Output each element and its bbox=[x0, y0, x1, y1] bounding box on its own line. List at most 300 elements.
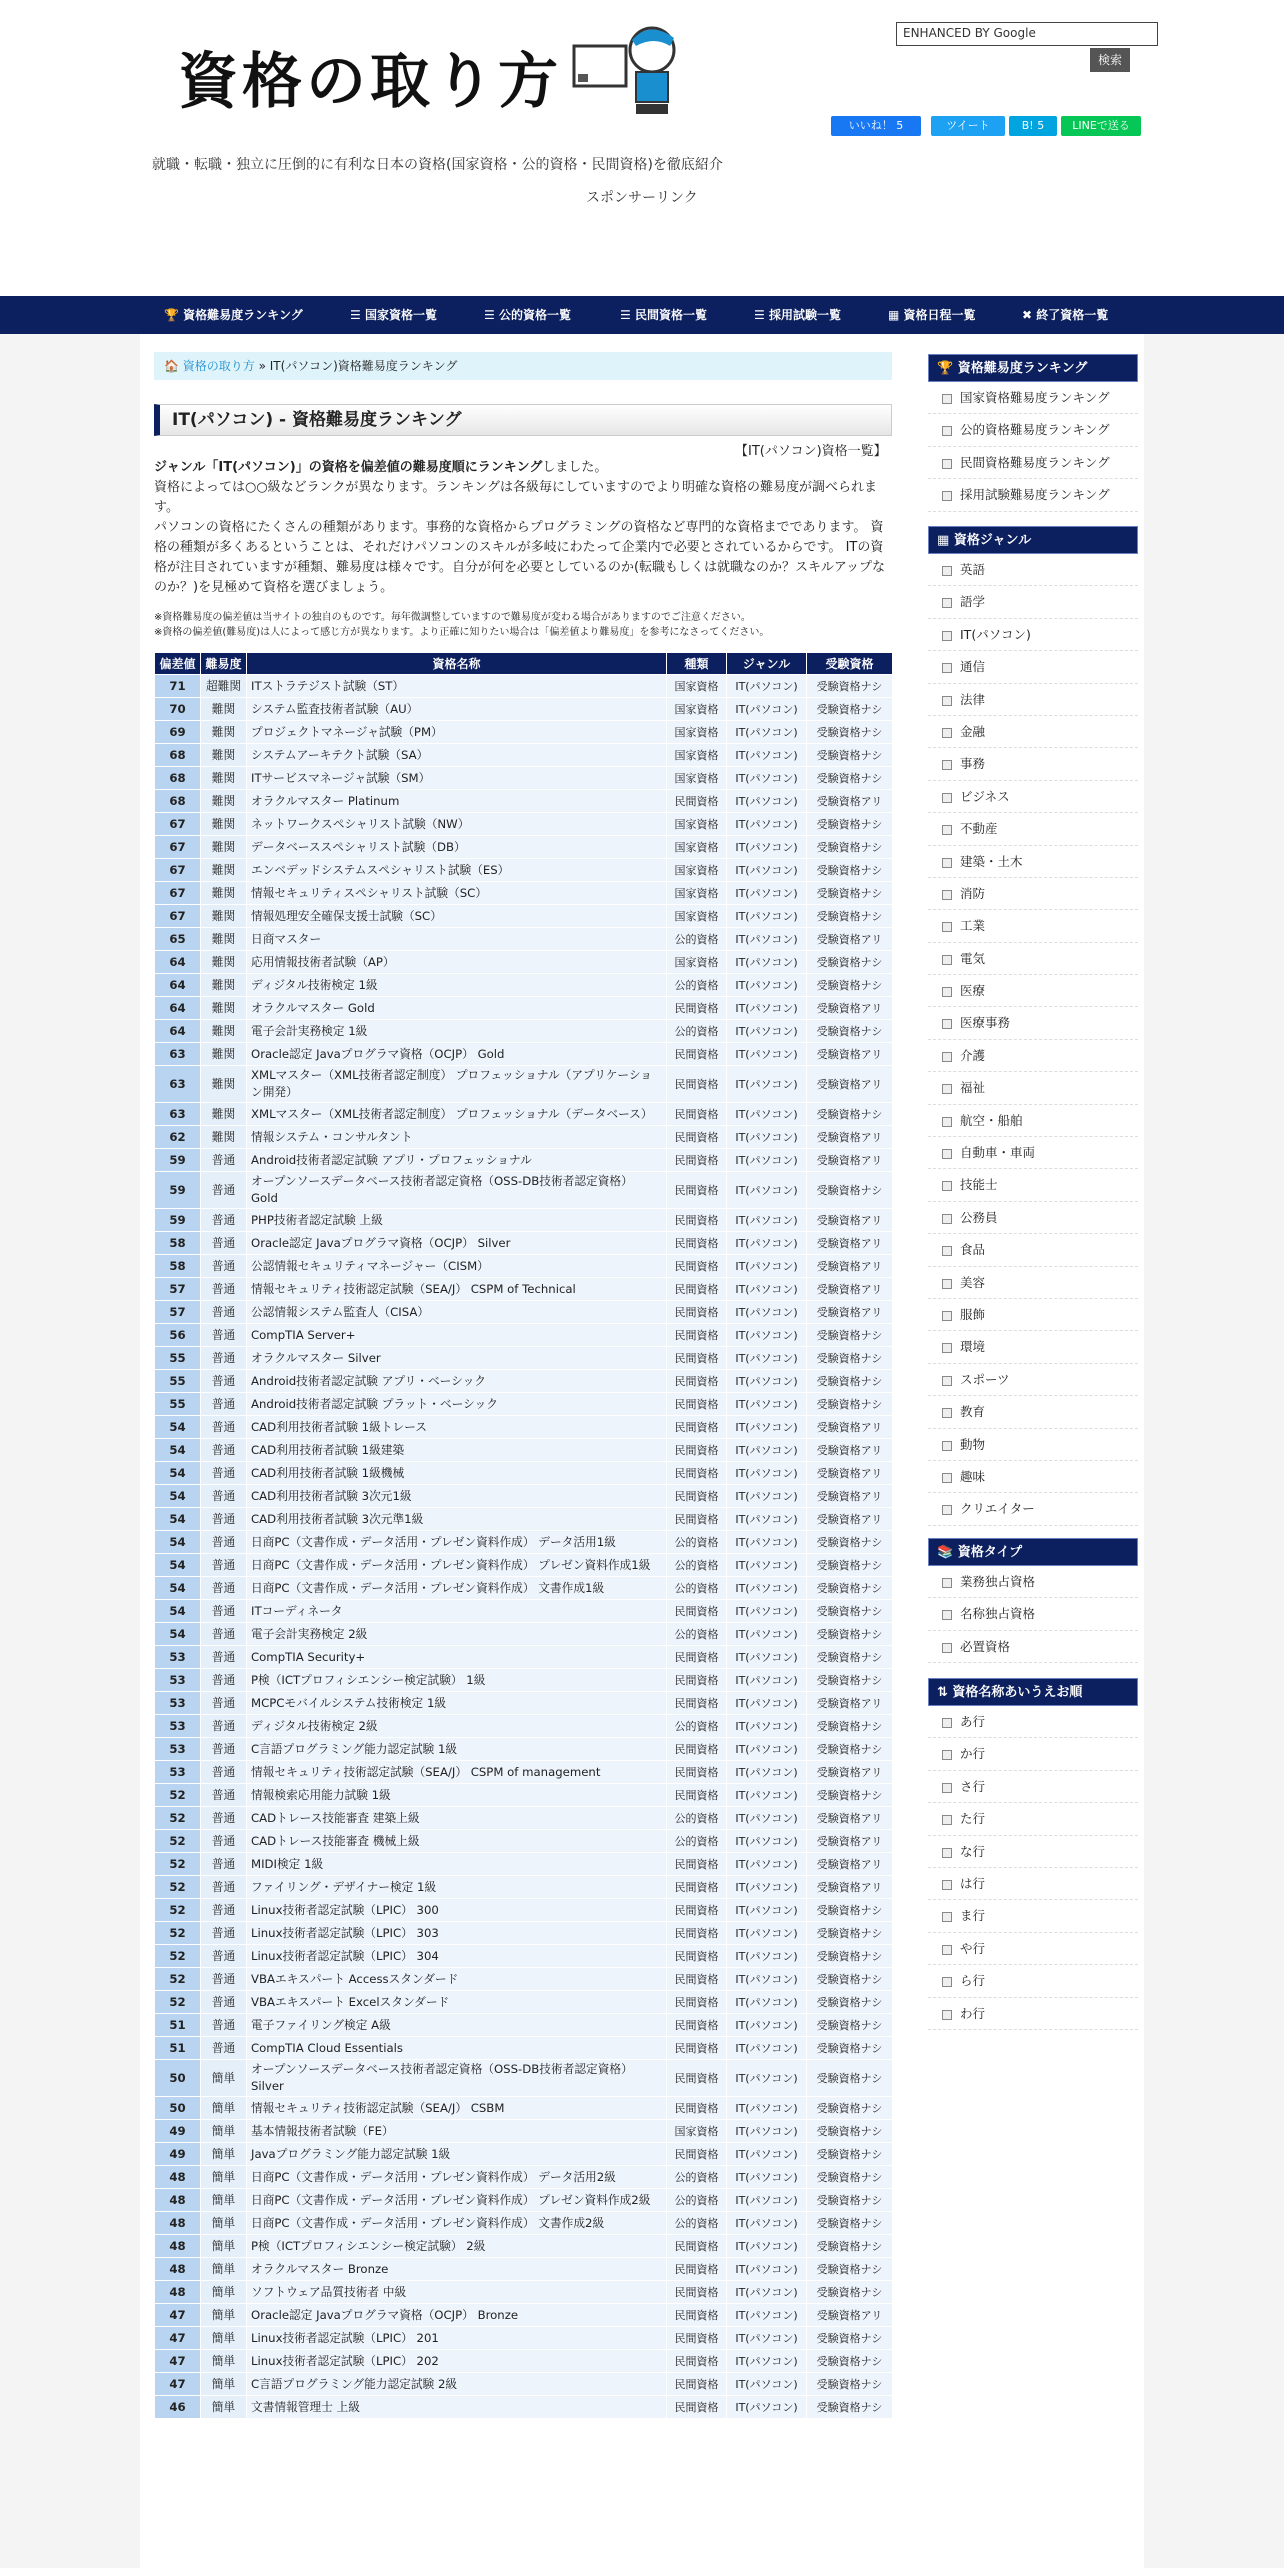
level-cell: 簡単 bbox=[201, 2166, 247, 2189]
sidebar-link[interactable]: た行 bbox=[928, 1803, 1138, 1835]
sidebar-heading-genre: ▦ 資格ジャンル bbox=[928, 526, 1138, 554]
score-cell: 52 bbox=[155, 1784, 201, 1807]
nav-item-private[interactable]: ☰ 民間資格一覧 bbox=[620, 308, 707, 322]
table-row bbox=[155, 790, 893, 813]
sidebar-kana bbox=[928, 1678, 1138, 2030]
score-cell: 67 bbox=[155, 813, 201, 836]
score-cell: 52 bbox=[155, 1945, 201, 1968]
genre-cell: IT(パソコン) bbox=[727, 1945, 807, 1968]
sidebar-link[interactable]: わ行 bbox=[928, 1998, 1138, 2030]
name-cell[interactable]: ディジタル技術検定 1級 bbox=[247, 974, 667, 997]
sidebar-link[interactable]: 金融 bbox=[928, 716, 1138, 748]
level-cell: 普通 bbox=[201, 1439, 247, 1462]
sidebar-type bbox=[928, 1538, 1138, 1663]
level-cell: 普通 bbox=[201, 1830, 247, 1853]
genre-cell: IT(パソコン) bbox=[727, 1020, 807, 1043]
genre-cell: IT(パソコン) bbox=[727, 1149, 807, 1172]
level-cell: 普通 bbox=[201, 1324, 247, 1347]
sidebar-link[interactable]: ビジネス bbox=[928, 781, 1138, 813]
name-cell[interactable]: MIDI検定 1級 bbox=[247, 1853, 667, 1876]
name-cell[interactable]: 日商マスター bbox=[247, 928, 667, 951]
genre-cell: IT(パソコン) bbox=[727, 1066, 807, 1103]
table-row bbox=[155, 2037, 893, 2060]
sidebar-link[interactable]: 工業 bbox=[928, 910, 1138, 942]
name-cell[interactable]: CAD利用技術者試験 1級建築 bbox=[247, 1439, 667, 1462]
name-cell[interactable]: 情報処理安全確保支援士試験（SC） bbox=[247, 905, 667, 928]
name-cell[interactable]: 日商PC（文書作成・データ活用・プレゼン資料作成） 文書作成2級 bbox=[247, 2212, 667, 2235]
name-cell[interactable]: 情報セキュリティスペシャリスト試験（SC） bbox=[247, 882, 667, 905]
genre-cell: IT(パソコン) bbox=[727, 1577, 807, 1600]
eligibility-cell: 受験資格アリ bbox=[807, 790, 893, 813]
name-cell[interactable]: CAD利用技術者試験 1級機械 bbox=[247, 1462, 667, 1485]
level-cell: 普通 bbox=[201, 1646, 247, 1669]
sidebar-link[interactable]: 公的資格難易度ランキング bbox=[928, 414, 1138, 446]
name-cell[interactable]: ITストラテジスト試験（ST） bbox=[247, 675, 667, 698]
level-cell: 普通 bbox=[201, 1255, 247, 1278]
eligibility-cell: 受験資格アリ bbox=[807, 1830, 893, 1853]
name-cell[interactable]: ITサービスマネージャ試験（SM） bbox=[247, 767, 667, 790]
genre-cell: IT(パソコン) bbox=[727, 1393, 807, 1416]
nav-item-national[interactable]: ☰ 国家資格一覧 bbox=[350, 308, 437, 322]
table-row bbox=[155, 1324, 893, 1347]
name-cell[interactable]: 文書情報管理士 上級 bbox=[247, 2396, 667, 2419]
sidebar-link[interactable]: 環境 bbox=[928, 1331, 1138, 1363]
sidebar-link[interactable]: 食品 bbox=[928, 1234, 1138, 1266]
table-row bbox=[155, 836, 893, 859]
genre-cell: IT(パソコン) bbox=[727, 767, 807, 790]
genre-cell: IT(パソコン) bbox=[727, 813, 807, 836]
sidebar-link[interactable]: 介護 bbox=[928, 1040, 1138, 1072]
sidebar-link[interactable]: 趣味 bbox=[928, 1461, 1138, 1493]
nav-item-ranking[interactable]: 🏆 資格難易度ランキング bbox=[164, 308, 303, 322]
eligibility-cell: 受験資格ナシ bbox=[807, 1968, 893, 1991]
type-cell: 民間資格 bbox=[667, 2060, 727, 2097]
name-cell[interactable]: ソフトウェア品質技術者 中級 bbox=[247, 2281, 667, 2304]
table-row bbox=[155, 1922, 893, 1945]
col-header-eligibility: 受験資格 bbox=[807, 653, 893, 675]
score-cell: 53 bbox=[155, 1692, 201, 1715]
score-cell: 49 bbox=[155, 2143, 201, 2166]
level-cell: 簡単 bbox=[201, 2235, 247, 2258]
table-row bbox=[155, 1531, 893, 1554]
eligibility-cell: 受験資格ナシ bbox=[807, 1554, 893, 1577]
name-cell[interactable]: 電子会計実務検定 2級 bbox=[247, 1623, 667, 1646]
eligibility-cell: 受験資格ナシ bbox=[807, 882, 893, 905]
type-cell: 民間資格 bbox=[667, 2281, 727, 2304]
sidebar-link[interactable]: か行 bbox=[928, 1738, 1138, 1770]
name-cell[interactable]: システムアーキテクト試験（SA） bbox=[247, 744, 667, 767]
name-cell[interactable]: Linux技術者認定試験（LPIC） 202 bbox=[247, 2350, 667, 2373]
score-cell: 52 bbox=[155, 1807, 201, 1830]
score-cell: 53 bbox=[155, 1646, 201, 1669]
table-row bbox=[155, 1301, 893, 1324]
sidebar-link[interactable]: 建築・土木 bbox=[928, 846, 1138, 878]
name-cell[interactable]: VBAエキスパート Accessスタンダード bbox=[247, 1968, 667, 1991]
name-cell[interactable]: 情報検索応用能力試験 1級 bbox=[247, 1784, 667, 1807]
type-cell: 公的資格 bbox=[667, 2212, 727, 2235]
name-cell[interactable]: P検（ICTプロフィシエンシー検定試験） 1級 bbox=[247, 1669, 667, 1692]
type-cell: 民間資格 bbox=[667, 1462, 727, 1485]
score-cell: 58 bbox=[155, 1232, 201, 1255]
ranking-table bbox=[154, 652, 893, 2419]
eligibility-cell: 受験資格ナシ bbox=[807, 2350, 893, 2373]
sidebar-link[interactable]: 採用試験難易度ランキング bbox=[928, 479, 1138, 511]
name-cell[interactable]: VBAエキスパート Excelスタンダード bbox=[247, 1991, 667, 2014]
level-cell: 難関 bbox=[201, 1126, 247, 1149]
sidebar-link[interactable]: 教育 bbox=[928, 1396, 1138, 1428]
nav-item-recruit[interactable]: ☰ 採用試験一覧 bbox=[754, 308, 841, 322]
level-cell: 普通 bbox=[201, 1577, 247, 1600]
site-tagline: 就職・転職・独立に圧倒的に有利な日本の資格(国家資格・公的資格・民間資格)を徹底紹介 bbox=[152, 157, 723, 173]
breadcrumb-home-link[interactable]: 資格の取り方 bbox=[182, 359, 255, 373]
nav-item-public[interactable]: ☰ 公的資格一覧 bbox=[484, 308, 571, 322]
genre-cell: IT(パソコン) bbox=[727, 2281, 807, 2304]
name-cell[interactable]: 電子会計実務検定 1級 bbox=[247, 1020, 667, 1043]
genre-cell: IT(パソコン) bbox=[727, 1830, 807, 1853]
sidebar-link[interactable]: 法律 bbox=[928, 684, 1138, 716]
level-cell: 簡単 bbox=[201, 2304, 247, 2327]
eligibility-cell: 受験資格ナシ bbox=[807, 1347, 893, 1370]
sidebar-link[interactable]: クリエイター bbox=[928, 1493, 1138, 1525]
table-row bbox=[155, 1554, 893, 1577]
sidebar-link[interactable]: スポーツ bbox=[928, 1364, 1138, 1396]
sidebar-link[interactable]: 電気 bbox=[928, 943, 1138, 975]
name-cell[interactable]: CAD利用技術者試験 1級トレース bbox=[247, 1416, 667, 1439]
type-cell: 民間資格 bbox=[667, 1393, 727, 1416]
name-cell[interactable]: Oracle認定 Javaプログラマ資格（OCJP） Bronze bbox=[247, 2304, 667, 2327]
eligibility-cell: 受験資格ナシ bbox=[807, 1531, 893, 1554]
name-cell[interactable]: Oracle認定 Javaプログラマ資格（OCJP） Gold bbox=[247, 1043, 667, 1066]
name-cell[interactable]: Android技術者認定試験 アプリ・プロフェッショナル bbox=[247, 1149, 667, 1172]
score-cell: 48 bbox=[155, 2281, 201, 2304]
sidebar-link[interactable]: や行 bbox=[928, 1933, 1138, 1965]
type-cell: 国家資格 bbox=[667, 721, 727, 744]
sidebar-type-list bbox=[928, 1566, 1138, 1663]
name-cell[interactable]: 情報セキュリティ技術認定試験（SEA/J） CSBM bbox=[247, 2097, 667, 2120]
name-cell[interactable]: Linux技術者認定試験（LPIC） 303 bbox=[247, 1922, 667, 1945]
eligibility-cell: 受験資格ナシ bbox=[807, 2166, 893, 2189]
sidebar-link[interactable]: 自動車・車両 bbox=[928, 1137, 1138, 1169]
type-cell: 民間資格 bbox=[667, 1255, 727, 1278]
score-cell: 52 bbox=[155, 1922, 201, 1945]
score-cell: 52 bbox=[155, 1991, 201, 2014]
name-cell[interactable]: CADトレース技能審査 建築上級 bbox=[247, 1807, 667, 1830]
name-cell[interactable]: Linux技術者認定試験（LPIC） 300 bbox=[247, 1899, 667, 1922]
sidebar-link[interactable]: 医療事務 bbox=[928, 1007, 1138, 1039]
score-cell: 64 bbox=[155, 997, 201, 1020]
name-cell[interactable]: C言語プログラミング能力認定試験 2級 bbox=[247, 2373, 667, 2396]
genre-cell: IT(パソコン) bbox=[727, 1531, 807, 1554]
eligibility-cell: 受験資格アリ bbox=[807, 1416, 893, 1439]
hatena-bookmark-button[interactable]: B! 5 bbox=[1009, 116, 1057, 136]
eligibility-cell: 受験資格ナシ bbox=[807, 2327, 893, 2350]
table-row bbox=[155, 1020, 893, 1043]
genre-cell: IT(パソコン) bbox=[727, 1232, 807, 1255]
table-row bbox=[155, 1103, 893, 1126]
name-cell[interactable]: Linux技術者認定試験（LPIC） 304 bbox=[247, 1945, 667, 1968]
score-cell: 52 bbox=[155, 1899, 201, 1922]
sidebar-link[interactable]: 航空・船舶 bbox=[928, 1105, 1138, 1137]
level-cell: 普通 bbox=[201, 1393, 247, 1416]
eligibility-cell: 受験資格ナシ bbox=[807, 1646, 893, 1669]
list-icon: ☰ bbox=[484, 308, 499, 322]
sidebar-link[interactable]: 不動産 bbox=[928, 813, 1138, 845]
name-cell[interactable]: 情報セキュリティ技術認定試験（SEA/J） CSPM of management bbox=[247, 1761, 667, 1784]
level-cell: 普通 bbox=[201, 1370, 247, 1393]
level-cell: 難関 bbox=[201, 813, 247, 836]
type-cell: 民間資格 bbox=[667, 1126, 727, 1149]
name-cell[interactable]: C言語プログラミング能力認定試験 1級 bbox=[247, 1738, 667, 1761]
sidebar-ranking bbox=[928, 354, 1138, 512]
score-cell: 68 bbox=[155, 744, 201, 767]
name-cell[interactable]: 日商PC（文書作成・データ活用・プレゼン資料作成） データ活用2級 bbox=[247, 2166, 667, 2189]
name-cell[interactable]: 基本情報技術者試験（FE） bbox=[247, 2120, 667, 2143]
type-cell: 民間資格 bbox=[667, 2350, 727, 2373]
name-cell[interactable]: 日商PC（文書作成・データ活用・プレゼン資料作成） データ活用1級 bbox=[247, 1531, 667, 1554]
score-cell: 46 bbox=[155, 2396, 201, 2419]
score-cell: 68 bbox=[155, 790, 201, 813]
score-cell: 54 bbox=[155, 1577, 201, 1600]
sidebar-link[interactable]: 消防 bbox=[928, 878, 1138, 910]
sidebar-link[interactable]: さ行 bbox=[928, 1771, 1138, 1803]
sidebar-link[interactable]: 動物 bbox=[928, 1429, 1138, 1461]
name-cell[interactable]: CAD利用技術者試験 3次元1級 bbox=[247, 1485, 667, 1508]
note-2: ※資格の偏差値(難易度)は人によって感じ方が異なります。より正確に知りたい場合は「偏差値より難易度」を参考になさってください。 bbox=[154, 627, 770, 638]
name-cell[interactable]: XMLマスター（XML技術者認定制度） プロフェッショナル（アプリケーション開発） bbox=[247, 1066, 667, 1103]
name-cell[interactable]: オラクルマスター Silver bbox=[247, 1347, 667, 1370]
table-row bbox=[155, 2396, 893, 2419]
name-cell[interactable]: P検（ICTプロフィシエンシー検定試験） 2級 bbox=[247, 2235, 667, 2258]
name-cell[interactable]: MCPCモバイルシステム技術検定 1級 bbox=[247, 1692, 667, 1715]
tweet-button[interactable]: ツイート bbox=[931, 116, 1005, 136]
level-cell: 普通 bbox=[201, 1922, 247, 1945]
sidebar-link[interactable]: 医療 bbox=[928, 975, 1138, 1007]
sidebar-link[interactable]: 必置資格 bbox=[928, 1631, 1138, 1663]
sidebar-link[interactable]: 技能士 bbox=[928, 1169, 1138, 1201]
name-cell[interactable]: ネットワークスペシャリスト試験（NW） bbox=[247, 813, 667, 836]
sidebar-link[interactable]: 業務独占資格 bbox=[928, 1566, 1138, 1598]
type-cell: 民間資格 bbox=[667, 1899, 727, 1922]
eligibility-cell: 受験資格ナシ bbox=[807, 1738, 893, 1761]
facebook-like-button[interactable]: いいね！ 5 bbox=[831, 116, 921, 136]
sidebar-genre bbox=[928, 526, 1138, 1526]
type-cell: 民間資格 bbox=[667, 1922, 727, 1945]
level-cell: 普通 bbox=[201, 1669, 247, 1692]
table-row bbox=[155, 1692, 893, 1715]
genre-cell: IT(パソコン) bbox=[727, 2014, 807, 2037]
score-cell: 63 bbox=[155, 1066, 201, 1103]
level-cell: 普通 bbox=[201, 1600, 247, 1623]
sidebar-link[interactable]: 語学 bbox=[928, 586, 1138, 618]
name-cell[interactable]: 応用情報技術者試験（AP） bbox=[247, 951, 667, 974]
table-row bbox=[155, 974, 893, 997]
list-icon: ☰ bbox=[350, 308, 365, 322]
name-cell[interactable]: CAD利用技術者試験 3次元準1級 bbox=[247, 1508, 667, 1531]
level-cell: 普通 bbox=[201, 1991, 247, 2014]
sidebar-link[interactable]: ま行 bbox=[928, 1900, 1138, 1932]
name-cell[interactable]: データベーススペシャリスト試験（DB） bbox=[247, 836, 667, 859]
score-cell: 52 bbox=[155, 1830, 201, 1853]
name-cell[interactable]: 日商PC（文書作成・データ活用・プレゼン資料作成） プレゼン資料作成2級 bbox=[247, 2189, 667, 2212]
eligibility-cell: 受験資格ナシ bbox=[807, 1784, 893, 1807]
name-cell[interactable]: 電子ファイリング検定 A級 bbox=[247, 2014, 667, 2037]
genre-cell: IT(パソコン) bbox=[727, 2037, 807, 2060]
table-row bbox=[155, 1043, 893, 1066]
genre-cell: IT(パソコン) bbox=[727, 1899, 807, 1922]
score-cell: 53 bbox=[155, 1761, 201, 1784]
sidebar-link[interactable]: 福祉 bbox=[928, 1072, 1138, 1104]
name-cell[interactable]: 情報システム・コンサルタント bbox=[247, 1126, 667, 1149]
score-cell: 67 bbox=[155, 882, 201, 905]
level-cell: 普通 bbox=[201, 1232, 247, 1255]
name-cell[interactable]: 公認情報セキュリティマネージャー（CISM） bbox=[247, 1255, 667, 1278]
name-cell[interactable]: 日商PC（文書作成・データ活用・プレゼン資料作成） 文書作成1級 bbox=[247, 1577, 667, 1600]
type-cell: 民間資格 bbox=[667, 1945, 727, 1968]
name-cell[interactable]: PHP技術者認定試験 上級 bbox=[247, 1209, 667, 1232]
score-cell: 54 bbox=[155, 1623, 201, 1646]
name-cell[interactable]: CADトレース技能審査 機械上級 bbox=[247, 1830, 667, 1853]
level-cell: 簡単 bbox=[201, 2120, 247, 2143]
sidebar-link[interactable]: は行 bbox=[928, 1868, 1138, 1900]
nav-item-schedule[interactable]: ▦ 資格日程一覧 bbox=[888, 308, 976, 322]
name-cell[interactable]: CompTIA Server+ bbox=[247, 1324, 667, 1347]
sidebar-link[interactable]: あ行 bbox=[928, 1706, 1138, 1738]
related-list-link[interactable]: 【IT(パソコン)資格一覧】 bbox=[735, 444, 887, 459]
name-cell[interactable]: プロジェクトマネージャ試験（PM） bbox=[247, 721, 667, 744]
name-cell[interactable]: 公認情報システム監査人（CISA） bbox=[247, 1301, 667, 1324]
name-cell[interactable]: オラクルマスター Gold bbox=[247, 997, 667, 1020]
sidebar-link[interactable]: 民間資格難易度ランキング bbox=[928, 447, 1138, 479]
genre-cell: IT(パソコン) bbox=[727, 1255, 807, 1278]
type-cell: 国家資格 bbox=[667, 744, 727, 767]
level-cell: 難関 bbox=[201, 767, 247, 790]
name-cell[interactable]: Android技術者認定試験 プラット・ベーシック bbox=[247, 1393, 667, 1416]
name-cell[interactable]: エンベデッドシステムスペシャリスト試験（ES） bbox=[247, 859, 667, 882]
table-row bbox=[155, 2060, 893, 2097]
name-cell[interactable]: Javaプログラミング能力認定試験 1級 bbox=[247, 2143, 667, 2166]
name-cell[interactable]: 日商PC（文書作成・データ活用・プレゼン資料作成） プレゼン資料作成1級 bbox=[247, 1554, 667, 1577]
name-cell[interactable]: CompTIA Security+ bbox=[247, 1646, 667, 1669]
name-cell[interactable]: CompTIA Cloud Essentials bbox=[247, 2037, 667, 2060]
name-cell[interactable]: Android技術者認定試験 アプリ・ベーシック bbox=[247, 1370, 667, 1393]
eligibility-cell: 受験資格ナシ bbox=[807, 1393, 893, 1416]
score-cell: 64 bbox=[155, 1020, 201, 1043]
sidebar-link[interactable]: IT(パソコン) bbox=[928, 619, 1138, 651]
table-row bbox=[155, 1623, 893, 1646]
site-logo[interactable]: 資格の取り方 bbox=[178, 47, 562, 117]
name-cell[interactable]: Linux技術者認定試験（LPIC） 201 bbox=[247, 2327, 667, 2350]
type-cell: 公的資格 bbox=[667, 1577, 727, 1600]
type-cell: 民間資格 bbox=[667, 1692, 727, 1715]
name-cell[interactable]: システム監査技術者試験（AU） bbox=[247, 698, 667, 721]
nav-item-ended[interactable]: ✖ 終了資格一覧 bbox=[1022, 308, 1109, 322]
type-cell: 民間資格 bbox=[667, 2304, 727, 2327]
score-cell: 71 bbox=[155, 675, 201, 698]
score-cell: 64 bbox=[155, 951, 201, 974]
table-row bbox=[155, 1761, 893, 1784]
genre-cell: IT(パソコン) bbox=[727, 859, 807, 882]
genre-cell: IT(パソコン) bbox=[727, 1485, 807, 1508]
level-cell: 簡単 bbox=[201, 2189, 247, 2212]
sidebar-link[interactable]: 名称独占資格 bbox=[928, 1598, 1138, 1630]
genre-cell: IT(パソコン) bbox=[727, 928, 807, 951]
line-share-button[interactable]: LINEで送る bbox=[1061, 116, 1141, 136]
level-cell: 普通 bbox=[201, 1807, 247, 1830]
table-row bbox=[155, 2235, 893, 2258]
table-row bbox=[155, 905, 893, 928]
genre-cell: IT(パソコン) bbox=[727, 2143, 807, 2166]
name-cell[interactable]: ITコーディネータ bbox=[247, 1600, 667, 1623]
score-cell: 49 bbox=[155, 2120, 201, 2143]
sidebar-link[interactable]: 服飾 bbox=[928, 1299, 1138, 1331]
genre-cell: IT(パソコン) bbox=[727, 2304, 807, 2327]
table-row bbox=[155, 1600, 893, 1623]
score-cell: 55 bbox=[155, 1393, 201, 1416]
table-row bbox=[155, 1715, 893, 1738]
genre-cell: IT(パソコン) bbox=[727, 1853, 807, 1876]
search-button[interactable]: 検索 bbox=[1090, 48, 1130, 72]
type-cell: 民間資格 bbox=[667, 1439, 727, 1462]
name-cell[interactable]: ディジタル技術検定 2級 bbox=[247, 1715, 667, 1738]
search-input[interactable]: ENHANCED BY Google bbox=[896, 22, 1158, 46]
eligibility-cell: 受験資格ナシ bbox=[807, 813, 893, 836]
sidebar-link[interactable]: 国家資格難易度ランキング bbox=[928, 382, 1138, 414]
level-cell: 難関 bbox=[201, 790, 247, 813]
level-cell: 難関 bbox=[201, 997, 247, 1020]
name-cell[interactable]: 情報セキュリティ技術認定試験（SEA/J） CSPM of Technical bbox=[247, 1278, 667, 1301]
col-header-genre: ジャンル bbox=[727, 653, 807, 675]
sidebar-link[interactable]: 通信 bbox=[928, 651, 1138, 683]
eligibility-cell: 受験資格ナシ bbox=[807, 974, 893, 997]
level-cell: 普通 bbox=[201, 1968, 247, 1991]
score-cell: 52 bbox=[155, 1876, 201, 1899]
score-cell: 47 bbox=[155, 2373, 201, 2396]
name-cell[interactable]: オラクルマスター Bronze bbox=[247, 2258, 667, 2281]
sidebar-link[interactable]: 事務 bbox=[928, 748, 1138, 780]
score-cell: 54 bbox=[155, 1485, 201, 1508]
genre-cell: IT(パソコン) bbox=[727, 790, 807, 813]
table-row bbox=[155, 1126, 893, 1149]
sidebar-link[interactable]: 美容 bbox=[928, 1267, 1138, 1299]
genre-cell: IT(パソコン) bbox=[727, 1922, 807, 1945]
name-cell[interactable]: オラクルマスター Platinum bbox=[247, 790, 667, 813]
table-row bbox=[155, 1853, 893, 1876]
sidebar-link[interactable]: ら行 bbox=[928, 1965, 1138, 1997]
name-cell[interactable]: ファイリング・デザイナー検定 1級 bbox=[247, 1876, 667, 1899]
sidebar-link[interactable]: な行 bbox=[928, 1836, 1138, 1868]
type-cell: 民間資格 bbox=[667, 1669, 727, 1692]
sidebar-link[interactable]: 公務員 bbox=[928, 1202, 1138, 1234]
score-cell: 48 bbox=[155, 2189, 201, 2212]
eligibility-cell: 受験資格ナシ bbox=[807, 1715, 893, 1738]
calendar-icon: ▦ bbox=[888, 308, 904, 322]
name-cell[interactable]: オープンソースデータベース技術者認定資格（OSS-DB技術者認定資格） Gold bbox=[247, 1172, 667, 1209]
level-cell: 簡単 bbox=[201, 2373, 247, 2396]
name-cell[interactable]: オープンソースデータベース技術者認定資格（OSS-DB技術者認定資格） Silver bbox=[247, 2060, 667, 2097]
level-cell: 難関 bbox=[201, 698, 247, 721]
name-cell[interactable]: XMLマスター（XML技術者認定制度） プロフェッショナル（データベース） bbox=[247, 1103, 667, 1126]
genre-cell: IT(パソコン) bbox=[727, 2212, 807, 2235]
genre-cell: IT(パソコン) bbox=[727, 2060, 807, 2097]
type-cell: 民間資格 bbox=[667, 1347, 727, 1370]
level-cell: 簡単 bbox=[201, 2060, 247, 2097]
level-cell: 普通 bbox=[201, 1301, 247, 1324]
level-cell: 難関 bbox=[201, 836, 247, 859]
name-cell[interactable]: Oracle認定 Javaプログラマ資格（OCJP） Silver bbox=[247, 1232, 667, 1255]
sidebar-link[interactable]: 英語 bbox=[928, 554, 1138, 586]
type-cell: 公的資格 bbox=[667, 928, 727, 951]
eligibility-cell: 受験資格ナシ bbox=[807, 1324, 893, 1347]
